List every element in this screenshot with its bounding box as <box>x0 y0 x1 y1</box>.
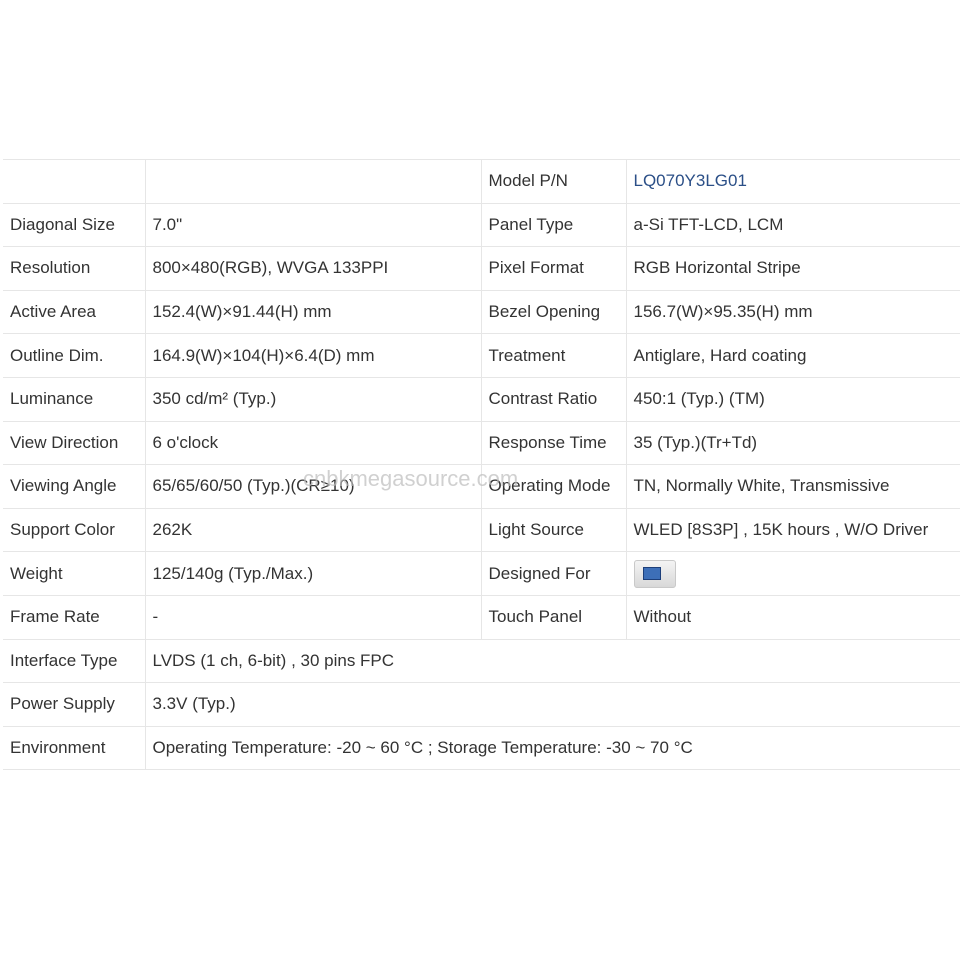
spec-label: Operating Mode <box>481 465 626 509</box>
spec-value: 152.4(W)×91.44(H) mm <box>145 290 481 334</box>
spec-label: Touch Panel <box>481 595 626 639</box>
spec-value: 125/140g (Typ./Max.) <box>145 552 481 596</box>
spec-value: 3.3V (Typ.) <box>145 683 960 727</box>
table-row <box>3 203 960 247</box>
spec-label: Bezel Opening <box>481 290 626 334</box>
spec-label: Viewing Angle <box>3 465 145 509</box>
empty-label-cell <box>3 160 145 204</box>
spec-label: Contrast Ratio <box>481 377 626 421</box>
table-row <box>3 552 960 596</box>
spec-label: Frame Rate <box>3 595 145 639</box>
spec-label: Response Time <box>481 421 626 465</box>
table-row <box>3 508 960 552</box>
spec-value: 6 o'clock <box>145 421 481 465</box>
spec-value: 156.7(W)×95.35(H) mm <box>626 290 960 334</box>
watermark: cnbkmegasource.com <box>303 466 519 491</box>
spec-value: 65/65/60/50 (Typ.)(CR≥10) <box>145 465 481 509</box>
spec-value: Without <box>626 595 960 639</box>
empty-value-cell <box>145 160 481 204</box>
spec-value: 350 cd/m² (Typ.) <box>145 377 481 421</box>
spec-label: Active Area <box>3 290 145 334</box>
model-link[interactable]: LQ070Y3LG01 <box>626 160 960 204</box>
spec-table <box>3 159 960 770</box>
spec-value: 35 (Typ.)(Tr+Td) <box>626 421 960 465</box>
instrument-device-icon <box>634 560 676 588</box>
table-row <box>3 377 960 421</box>
table-row <box>3 421 960 465</box>
spec-value: - <box>145 595 481 639</box>
spec-value: 164.9(W)×104(H)×6.4(D) mm <box>145 334 481 378</box>
spec-value: 450:1 (Typ.) (TM) <box>626 377 960 421</box>
table-row <box>3 683 960 727</box>
spec-value: Antiglare, Hard coating <box>626 334 960 378</box>
table-row <box>3 160 960 204</box>
spec-label: Weight <box>3 552 145 596</box>
spec-value: a-Si TFT-LCD, LCM <box>626 203 960 247</box>
spec-label: Luminance <box>3 377 145 421</box>
table-row <box>3 334 960 378</box>
spec-value: 7.0" <box>145 203 481 247</box>
spec-label: Treatment <box>481 334 626 378</box>
spec-label: Support Color <box>3 508 145 552</box>
table-row <box>3 290 960 334</box>
spec-label: Panel Type <box>481 203 626 247</box>
spec-label: Interface Type <box>3 639 145 683</box>
spec-label: Light Source <box>481 508 626 552</box>
table-row <box>3 639 960 683</box>
spec-value: LVDS (1 ch, 6-bit) , 30 pins FPC <box>145 639 960 683</box>
spec-value: 800×480(RGB), WVGA 133PPI <box>145 247 481 291</box>
spec-value: TN, Normally White, Transmissive <box>626 465 960 509</box>
spec-label: View Direction <box>3 421 145 465</box>
spec-value: RGB Horizontal Stripe <box>626 247 960 291</box>
spec-label: Diagonal Size <box>3 203 145 247</box>
model-label: Model P/N <box>481 160 626 204</box>
table-row <box>3 726 960 770</box>
spec-label: Power Supply <box>3 683 145 727</box>
spec-value: WLED [8S3P] , 15K hours , W/O Driver <box>626 508 960 552</box>
table-row <box>3 465 960 509</box>
spec-label: Designed For <box>481 552 626 596</box>
spec-value: 262K <box>145 508 481 552</box>
spec-label: Resolution <box>3 247 145 291</box>
table-row <box>3 247 960 291</box>
table-row <box>3 595 960 639</box>
spec-label: Outline Dim. <box>3 334 145 378</box>
spec-value: Operating Temperature: -20 ~ 60 °C ; Storage Temperature: -30 ~ 70 °C <box>145 726 960 770</box>
spec-label: Environment <box>3 726 145 770</box>
designed-for-cell <box>626 552 960 596</box>
spec-label: Pixel Format <box>481 247 626 291</box>
